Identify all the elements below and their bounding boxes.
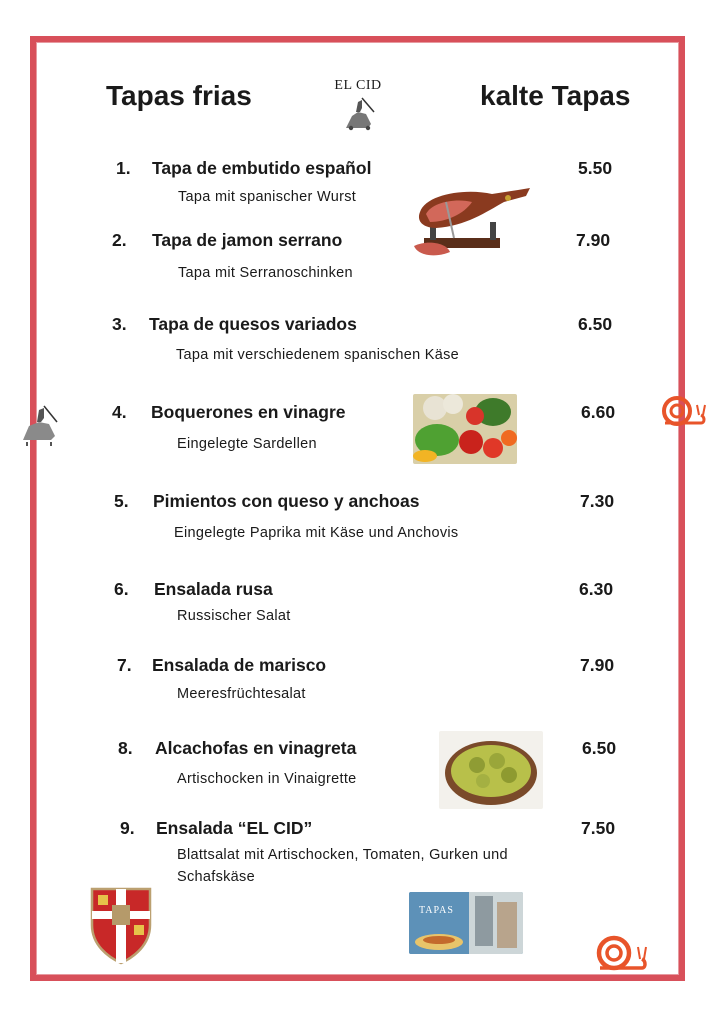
item-price: 6.60 (581, 402, 616, 422)
item-name: Alcachofas en vinagreta (155, 738, 357, 758)
item-name: Ensalada de marisco (152, 655, 327, 675)
knight-on-horse-icon (17, 400, 61, 446)
jamon-ham-image (406, 182, 534, 262)
item-description: Artischocken in Vinaigrette (177, 771, 357, 787)
item-number: 4. (112, 402, 127, 422)
title-spanish: Tapas frias (106, 80, 252, 111)
item-number: 3. (112, 314, 127, 334)
item-description: Eingelegte Sardellen (177, 436, 317, 452)
item-number: 5. (114, 491, 129, 511)
logo-text: EL CID (334, 78, 382, 93)
item-name: Ensalada “EL CID” (156, 818, 313, 838)
item-name: Tapa de embutido español (152, 158, 372, 178)
item-description: Tapa mit Serranoschinken (178, 265, 353, 281)
item-description: Meeresfrüchtesalat (177, 686, 306, 702)
tapas-banner-text: TAPAS (419, 905, 454, 916)
item-number: 2. (112, 230, 127, 250)
item-price: 6.30 (579, 579, 614, 599)
item-description: Tapa mit spanischer Wurst (178, 189, 357, 205)
item-name: Pimientos con queso y anchoas (153, 491, 420, 511)
item-price: 7.50 (581, 818, 616, 838)
item-description: Blattsalat mit Artischocken, Tomaten, Gurken und Schafskäse (177, 847, 508, 885)
item-name: Boquerones en vinagre (151, 402, 346, 422)
item-description: Eingelegte Paprika mit Käse und Anchovis (174, 525, 459, 541)
tapas-banner-image (409, 892, 523, 954)
item-name: Tapa de jamon serrano (152, 230, 343, 250)
snail-icon-bottom (596, 935, 648, 973)
item-price: 6.50 (578, 314, 613, 334)
knight-icon (338, 94, 378, 134)
item-price: 7.30 (580, 491, 615, 511)
item-price: 5.50 (578, 158, 613, 178)
item-price: 7.90 (576, 230, 611, 250)
item-number: 1. (116, 158, 131, 178)
artichoke-dish-image (439, 731, 543, 809)
item-number: 7. (117, 655, 132, 675)
snail-icon (661, 395, 707, 427)
item-name: Ensalada rusa (154, 579, 273, 599)
item-price: 6.50 (582, 738, 617, 758)
item-price: 7.90 (580, 655, 615, 675)
item-description: Russischer Salat (177, 608, 291, 624)
item-number: 8. (118, 738, 133, 758)
item-name: Tapa de quesos variados (149, 314, 357, 334)
item-description: Tapa mit verschiedenem spanischen Käse (176, 347, 460, 363)
item-number: 6. (114, 579, 129, 599)
tapas-banner-illustration (409, 892, 523, 954)
title-german: kalte Tapas (480, 80, 631, 111)
el-cid-logo (330, 78, 386, 138)
item-number: 9. (120, 818, 135, 838)
vegetables-image (413, 394, 517, 464)
crest-shield-icon (88, 885, 154, 965)
